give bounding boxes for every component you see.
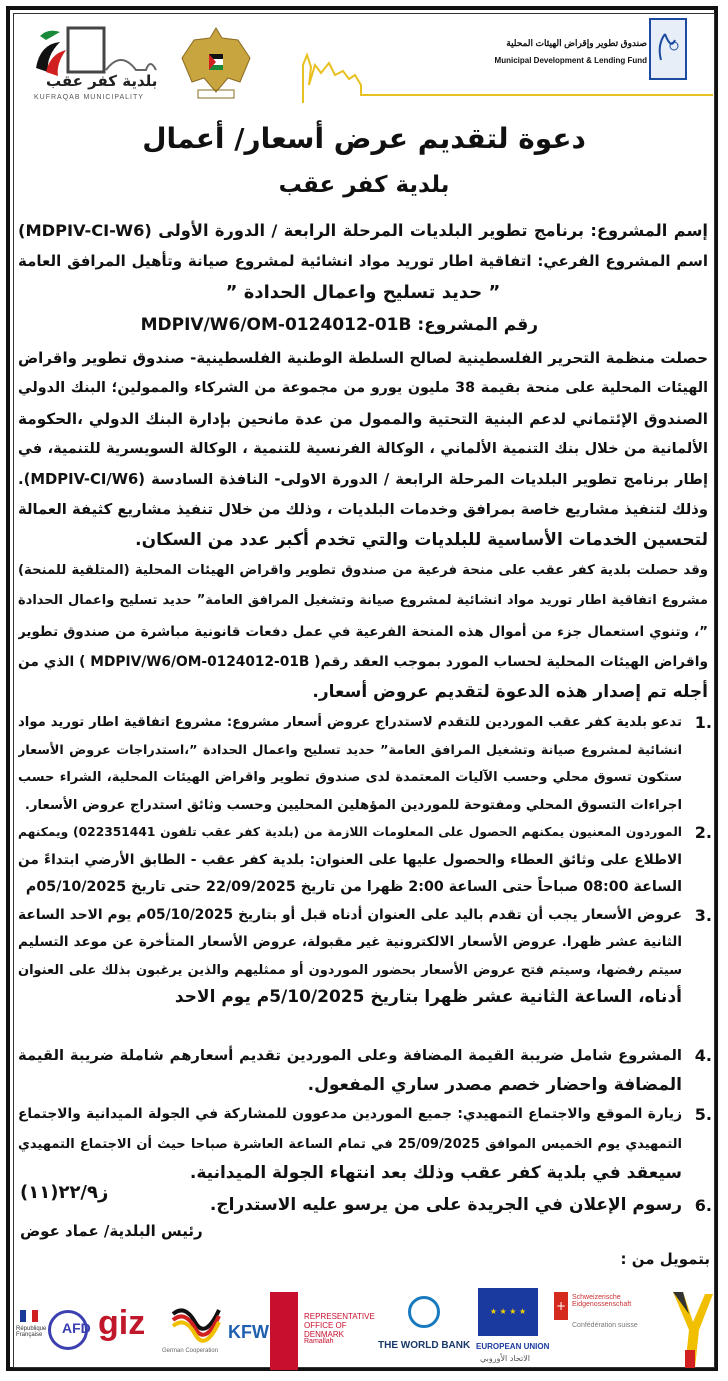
item-body [18,819,682,902]
item-line: زيارة الموقع والاجتماع التمهيدي: جميع الموردين مدعوون للمشاركة في الجولة الميدانية والاجتماع [18,1106,682,1122]
item-line: التمهيدي يوم الخميس الموافق 25/09/2025 في تمام الساعة العاشرة صباحا حيث أن الاجتماع التمهيدي [18,1136,682,1152]
eu-flag-icon: ★ ★ ★ ★ [478,1288,538,1336]
funder-german-cooperation: German Cooperation [162,1348,219,1354]
item-line: المضافة واحضار خصم مصدر ساري المفعول. [307,1074,682,1095]
project-info [18,216,708,341]
municipality-arabic-name: بلدية كفر عقب [46,72,158,90]
funder-eu: EUROPEAN UNION [476,1342,550,1351]
item-number: .3 [694,905,712,925]
intro-line: ”، وتنوي استعمال جزء من أموال هذه المنحة الفرعية في عمل دفعات قانونية مباشرة من صندوق تطوير [18,623,708,640]
funder-afd: AFD [62,1320,91,1336]
intro-line: واقراض الهيئات المحلية لحساب المورد بموجب العقد رقم( MDPIV/W6/OM-0124012-01B ) الذي من [18,653,708,670]
page-subtitle: بلدية كفر عقب [278,172,450,198]
eagle-emblem-icon [178,20,254,100]
funder-swiss: Schweizerische Eidgenossenschaft [572,1294,632,1308]
signature: رئيس البلدية/ عماد عوض [20,1222,203,1240]
item-line: أدناه، الساعة الثانية عشر ظهرا بتاريخ 5/10/2025م يوم الاحد [174,987,682,1007]
item-body [18,902,682,1012]
intro-line: الهيئات المحلية على منحة بقيمة 38 مليون يورو من مجموعة من الشركاء والممولين؛ البنك الدولي [18,380,708,397]
intro-line: لتحسين الخدمات الأساسية للبلديات والتي تخدم أكبر عدد من السكان. [135,530,708,551]
project-name: إسم المشروع: برنامج تطوير البلديات المرحلة الرابعة / الدورة الأولى (MDPIV-CI-W6) [18,221,708,240]
y-logo-icon [671,1290,715,1370]
mdlf-arabic-name: صندوق تطوير وإقراض الهيئات المحلية [506,38,647,48]
intro-line: مشروع اتفاقية اطار توريد مواد انشائية لمشروع صيانة وتشغيل المرافق العامة” حديد تسليح واعمال الحدادة [18,593,708,609]
item-line: الاطلاع على وثائق العطاء والحصول عليها على العنوان: بلدية كفر عقب - الطابق الأرضي ابتداءً من [18,851,682,868]
item-body [18,709,682,819]
funder-denmark: REPRESENTATIVE OFFICE OF DENMARK [304,1312,375,1339]
item-line: رسوم الإعلان في الجريدة على من يرسو عليه الاستدراج. [209,1195,682,1215]
funder-world-bank: THE WORLD BANK [378,1340,471,1351]
funder-giz: giz [98,1304,146,1342]
item-line: انشائية لمشروع صيانة وتشغيل المرافق العامة” حديد تسليح واعمال الحدادة ”،استدراجات عروض الأسعار [18,742,682,758]
item-body [18,1041,682,1100]
subproject-name: اسم المشروع الفرعي: اتفاقية اطار توريد مواد انشائية لمشروع صيانة وتأهيل المرافق العامة [18,252,708,270]
item-line: عروض الأسعار يجب أن تقدم باليد على العنوان أدناه قبل أو بتاريخ 05/10/2025م يوم الاحد الساعة [18,906,682,923]
project-number: رقم المشروع: MDPIV/W6/OM-0124012-01B [140,315,538,335]
intro-line: الصندوق الإئتماني لدعم البنية التحتية والممول من عدة مانحين بإدارة البنك الدولي ،الحكومة [18,409,708,428]
french-republic-icon [20,1310,38,1322]
item-number: .6 [694,1196,712,1215]
intro-line: أجله تم إصدار هذه الدعوة لتقديم عروض أسعار. [312,682,708,703]
skyline-line [295,45,715,105]
item-line: الساعة 08:00 صباحاً حتى الساعة 2:00 ظهرا من تاريخ 22/09/2025 حتى تاريخ 05/10/2025م [25,879,682,895]
item-number: .1 [694,713,712,732]
municipality-english-name: KUFRAQAB MUNICIPALITY [34,94,144,101]
item-body [18,1191,682,1220]
intro-text [18,343,708,708]
item-number: .2 [694,823,712,842]
german-flag-wave-icon [171,1304,221,1344]
funded-by-label: بتمويل من : [620,1250,710,1268]
item-body [18,1100,682,1189]
world-bank-globe-icon [408,1296,440,1328]
funder-kfw: KFW [228,1322,269,1342]
item-line: سيتم رفضها، وسيتم فتح عروض الأسعار بحضور الموردون أو ممثليهم والذين يرغبون بذلك على العنوان [18,962,682,978]
denmark-crest-icon [270,1292,298,1370]
swiss-cross-icon: + [554,1292,568,1320]
item-number: .4 [694,1046,712,1065]
intro-line: إطار برنامج تطوير البلديات المرحلة الرابعة / الدورة الاولى- النافذة السادسة (MDPIV-CI/W6). [18,470,708,488]
page-title: دعوة لتقديم عرض أسعار/ أعمال [142,122,586,155]
funder-logos [16,1282,716,1372]
item-line: اجراءات التسوق المحلي ومفتوحة للموردين المؤهلين المحليين وحسب وثائق استدراج عروض الأسعار. [24,797,682,813]
funder-swiss-sub: Confédération suisse [572,1322,638,1329]
item-number: .5 [694,1105,712,1124]
item-line: تدعو بلدية كفر عقب الموردين للتقدم لاستدراج عروض أسعار مشروع: مشروع اتفاقية اطار توريد مواد [18,715,682,730]
item-line: سيعقد في بلدية كفر عقب وذلك بعد انتهاء الجولة الميدانية. [189,1163,682,1183]
mdlf-english-name: Municipal Development & Lending Fund [494,56,647,65]
intro-line: وذلك لتنفيذ مشاريع خاصة بمرافق وخدمات البلديات ، وذلك من خلال تنفيذ مشاريع كثيفة العمالة [18,500,708,518]
kufr-aqab-logo [26,20,161,106]
intro-line: الألمانية من خلال بنك التنمية الألماني ، الوكالة الفرنسية للتنمية ، الوكالة السويسرية للتنمية، في [18,441,708,458]
item-line: الثانية عشر ظهرا. عروض الأسعار الالكترونية غير مقبولة، عروض الأسعار المتأخرة عن موعد التسليم [18,934,682,950]
subproject-subtitle: ” حديد تسليح واعمال الحدادة ” [225,282,501,303]
intro-line: وقد حصلت بلدية كفر عقب على منحة فرعية من صندوق تطوير واقراض الهيئات المحلية (المتلقية للمنحة) [18,562,708,578]
numbered-list [0,709,728,1229]
funder-france: République Française [16,1326,47,1338]
municipality-emblem-icon [26,20,161,76]
funder-denmark-sub: Ramallah [304,1338,334,1345]
funder-eu-sub: الاتحاد الأوروبي [480,1354,530,1363]
intro-line: حصلت منظمة التحرير الفلسطينية لصالح السلطة الوطنية الفلسطينية- صندوق تطوير واقراض [18,349,708,367]
item-line: الموردون المعنيون يمكنهم الحصول على المعلومات اللازمة من (بلدية كفر عقب تلفون 022351441) ويمكنهم [18,825,682,839]
reference-code: ز٢٢/٩(١١) [20,1182,109,1203]
item-line: المشروع شامل ضريبة القيمة المضافة وعلى الموردين تقديم أسعارهم شاملة ضريبة القيمة [18,1047,682,1064]
item-line: ستكون تسوق محلي وحسب الآليات المعتمدة لدى صندوق تطوير واقراض الهيئات المحلية، الشراء حسب [18,770,682,785]
